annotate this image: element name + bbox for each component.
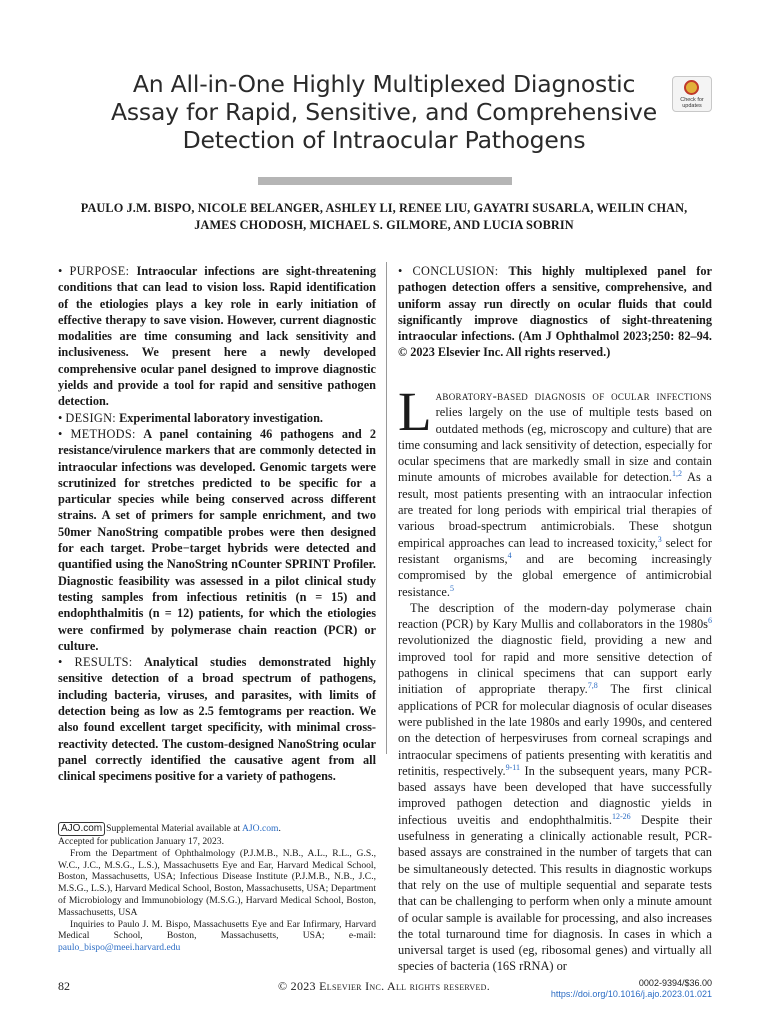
citation-link[interactable]: 1,2 [672, 469, 683, 479]
doi-link[interactable]: https://doi.org/10.1016/j.ajo.2023.01.021 [550, 989, 712, 999]
supplemental-link[interactable]: AJO.com [242, 823, 279, 834]
supplemental-note [58, 822, 376, 836]
citation-link[interactable]: 3 [657, 534, 662, 544]
body-text: As a result, most patients presenting with an intraocular infection are treated for long periods with empirical trial therapies of various broad-spectrum antimicrobials. These shotgun empirical approaches can lead to increased toxicity, [398, 470, 712, 550]
title-line-1: An All-in-One Highly Multiplexed Diagnostic [132, 70, 636, 98]
updates-icon [684, 80, 699, 95]
bullet: • [58, 410, 63, 425]
body-text: revolutionized the diagnostic field, providing a new and improved tool for rapid and more sensitive detection of pathogens in clinical specimens that can support early initiation of appropriate therapy. [398, 633, 712, 697]
badge-line-1: Check for [680, 97, 704, 103]
badge-text [673, 97, 711, 109]
author-list [70, 200, 698, 234]
design-text: Experimental laboratory investigation. [119, 410, 323, 425]
correspondence [58, 919, 376, 954]
body-text: In the subsequent years, many PCR-based assays have been developed that have successfully improved pathogen detection and diagnostic yields in infectious uveitis and endophthalmitis. [398, 763, 712, 827]
article-title [100, 70, 668, 154]
citation-link[interactable]: 9-11 [505, 762, 521, 772]
article-body [398, 381, 712, 975]
email-link[interactable]: paulo_bispo@meei.harvard.edu [58, 942, 181, 954]
purpose-text: Intraocular infections are sight-threatening conditions that can lead to vision loss. Rapid identification of the etiologies plays a key role in early initiation of effective therapy to save vision. However, current diagnostic modalities are time consuming and lack sensitivity and inclusiveness. We present here a newly developed comprehensive ocular panel designed to improve diagnostic yields and provide a tool for rapid and sensitive pathogen detection. [58, 264, 377, 409]
column-divider [386, 262, 387, 754]
body-text: The first clinical applications of PCR for molecular diagnosis of ocular diseases were published in the late 1980s and early 1990s, and centered on the detection of herpesviruses from corneal scrapings and intraocular specimens of patients presenting with keratitis and retinitis, respectively. [398, 682, 712, 778]
lead-in: aboratory-based diagnosis of ocular infections [435, 389, 712, 403]
methods-text: A panel containing 46 pathogens and 2 resistance/virulence markers that are commonly detected in intraocular infections was developed. Genomic targets were scrutinized for stretches predicted to be specific for a particular species while being conserved across different strains. A set of primers for sample enrichment, and two 50mer NanoString compatible probes were then designed for each target. Probe−target hybrids were detected and quantified using the NanoString nCounter SPRINT Profiler. Diagnostic feasibility was assessed in a pilot clinical study testing samples from infectious retinitis (n = 15) and endophthalmitis (n = 12) patients, for which the etiologies were confirmed by polymerase chain reaction (PCR) or culture. [58, 426, 376, 653]
body-text: and are becoming increasingly compromised by the global emergence of antimicrobial resistance. [398, 551, 712, 599]
badge-line-2: updates [682, 103, 702, 109]
section-label-results: RESULTS: [74, 655, 133, 670]
citation-link[interactable]: 12-26 [611, 811, 631, 821]
bullet: • [398, 264, 403, 278]
body-text: select for resistant organisms, [398, 535, 712, 566]
citation-link[interactable]: 5 [449, 583, 454, 593]
citation-link[interactable]: 4 [507, 550, 512, 560]
abstract [58, 263, 376, 785]
inquiries-text: Inquiries to Paulo J. M. Bispo, Massachusetts Eye and Ear Infirmary, Harvard Medical School, Boston, Massachusetts, USA; e-mail: [58, 918, 376, 942]
citation-link[interactable]: 7,8 [587, 681, 598, 691]
issn-doi-block [520, 978, 712, 1000]
section-label-conclusion: CONCLUSION: [412, 264, 499, 278]
drop-cap: L [398, 381, 432, 442]
abstract-methods [58, 426, 376, 654]
bullet: • [58, 655, 63, 670]
body-text: The description of the modern-day polymerase chain reaction (PCR) by Kary Mullis and collaborators in the 1980s [398, 600, 712, 632]
ajo-logo: AJO.com [58, 822, 105, 836]
accepted-date: Accepted for publication January 17, 2023. [58, 836, 224, 847]
citation-link[interactable]: 6 [708, 616, 712, 626]
footnotes [58, 822, 376, 954]
bullet: • [58, 426, 63, 441]
results-text: Analytical studies demonstrated highly sensitive detection of a broad spectrum of pathogens, including bacteria, viruses, and parasites, with limits of detection being as low as 2.5 femtograms per reaction. We also found excellent target specificity, with minimal cross-reactivity detected. The custom-designed NanoString ocular panel correctly identified the causative agent from all clinical specimens positive for a variety of pathogens. [58, 655, 376, 784]
supplemental-end: . [278, 823, 281, 834]
page-number: 82 [58, 979, 70, 993]
affiliations: From the Department of Ophthalmology (P.J.M.B., N.B., A.L., R.L., G.S., W.C., J.C., M.S.G., L.S.), Massachusetts Eye and Ear, Harvard Medical School, Boston, Massachusetts, USA; Infectious Disease Institute (P.J.M.B., N.B., J.C., M.S.G., L.S.), Harvard Medical School, Boston, Massachusetts, USA; Department of Microbiology and Immunobiology (M.S.G.), Harvard Medical School, Boston, Massachusetts, USA [58, 847, 376, 918]
title-line-3: Detection of Intraocular Pathogens [182, 126, 586, 154]
abstract-results [58, 654, 376, 784]
body-text: Despite their usefulness in generating a clinically actionable result, PCR-based assays are constrained in the number of targets that can be simultaneously detected. This results in diagnostic workups that rely on the use of multiple sequential and separate tests that can be challenging to perform when only a minute amount of ocular sample is available for processing, and also increases the total turnaround time for diagnosis. In cases in which a universal target is used (eg, ribosomal genes) and virtually all species of bacteria (16S rRNA) or [398, 812, 712, 974]
copyright-notice: © 2023 Elsevier Inc. All rights reserved. [277, 979, 491, 993]
body-paragraph-1 [398, 381, 712, 600]
check-for-updates-badge[interactable] [672, 76, 712, 112]
section-label-purpose: PURPOSE: [69, 264, 130, 278]
section-label-design: DESIGN: [65, 410, 116, 425]
body-paragraph-2 [398, 600, 712, 975]
conclusion-text: This highly multiplexed panel for pathogen detection offers a sensitive, comprehensive, and uniform assay run directly on ocular fluids that could significantly improve diagnostics of sight-threatening intraocular infections. (Am J Ophthalmol 2023;250: 82–94. © 2023 Elsevier Inc. All rights reserved.) [398, 264, 712, 360]
title-line-2: Assay for Rapid, Sensitive, and Comprehensive [111, 98, 657, 126]
bullet: • [58, 264, 63, 278]
abstract-conclusion [398, 263, 712, 361]
abstract-purpose [58, 263, 376, 410]
section-label-methods: METHODS: [70, 426, 136, 441]
title-rule [258, 177, 512, 185]
abstract-design [58, 410, 376, 426]
author-line-2: JAMES CHODOSH, MICHAEL S. GILMORE, AND LUCIA SOBRIN [194, 218, 574, 232]
supplemental-text: Supplemental Material available at [106, 823, 242, 834]
issn: 0002-9394/$36.00 [638, 978, 712, 988]
author-line-1: PAULO J.M. BISPO, NICOLE BELANGER, ASHLEY LI, RENEE LIU, GAYATRI SUSARLA, WEILIN CHAN, [80, 201, 688, 215]
body-text: relies largely on the use of multiple tests based on outdated methods (eg, microscopy and culture) that are time consuming and lack sensitivity of detection, especially for ocular specimens that are markedly small in size and contain minute amounts of microbes available for detection. [398, 405, 712, 485]
